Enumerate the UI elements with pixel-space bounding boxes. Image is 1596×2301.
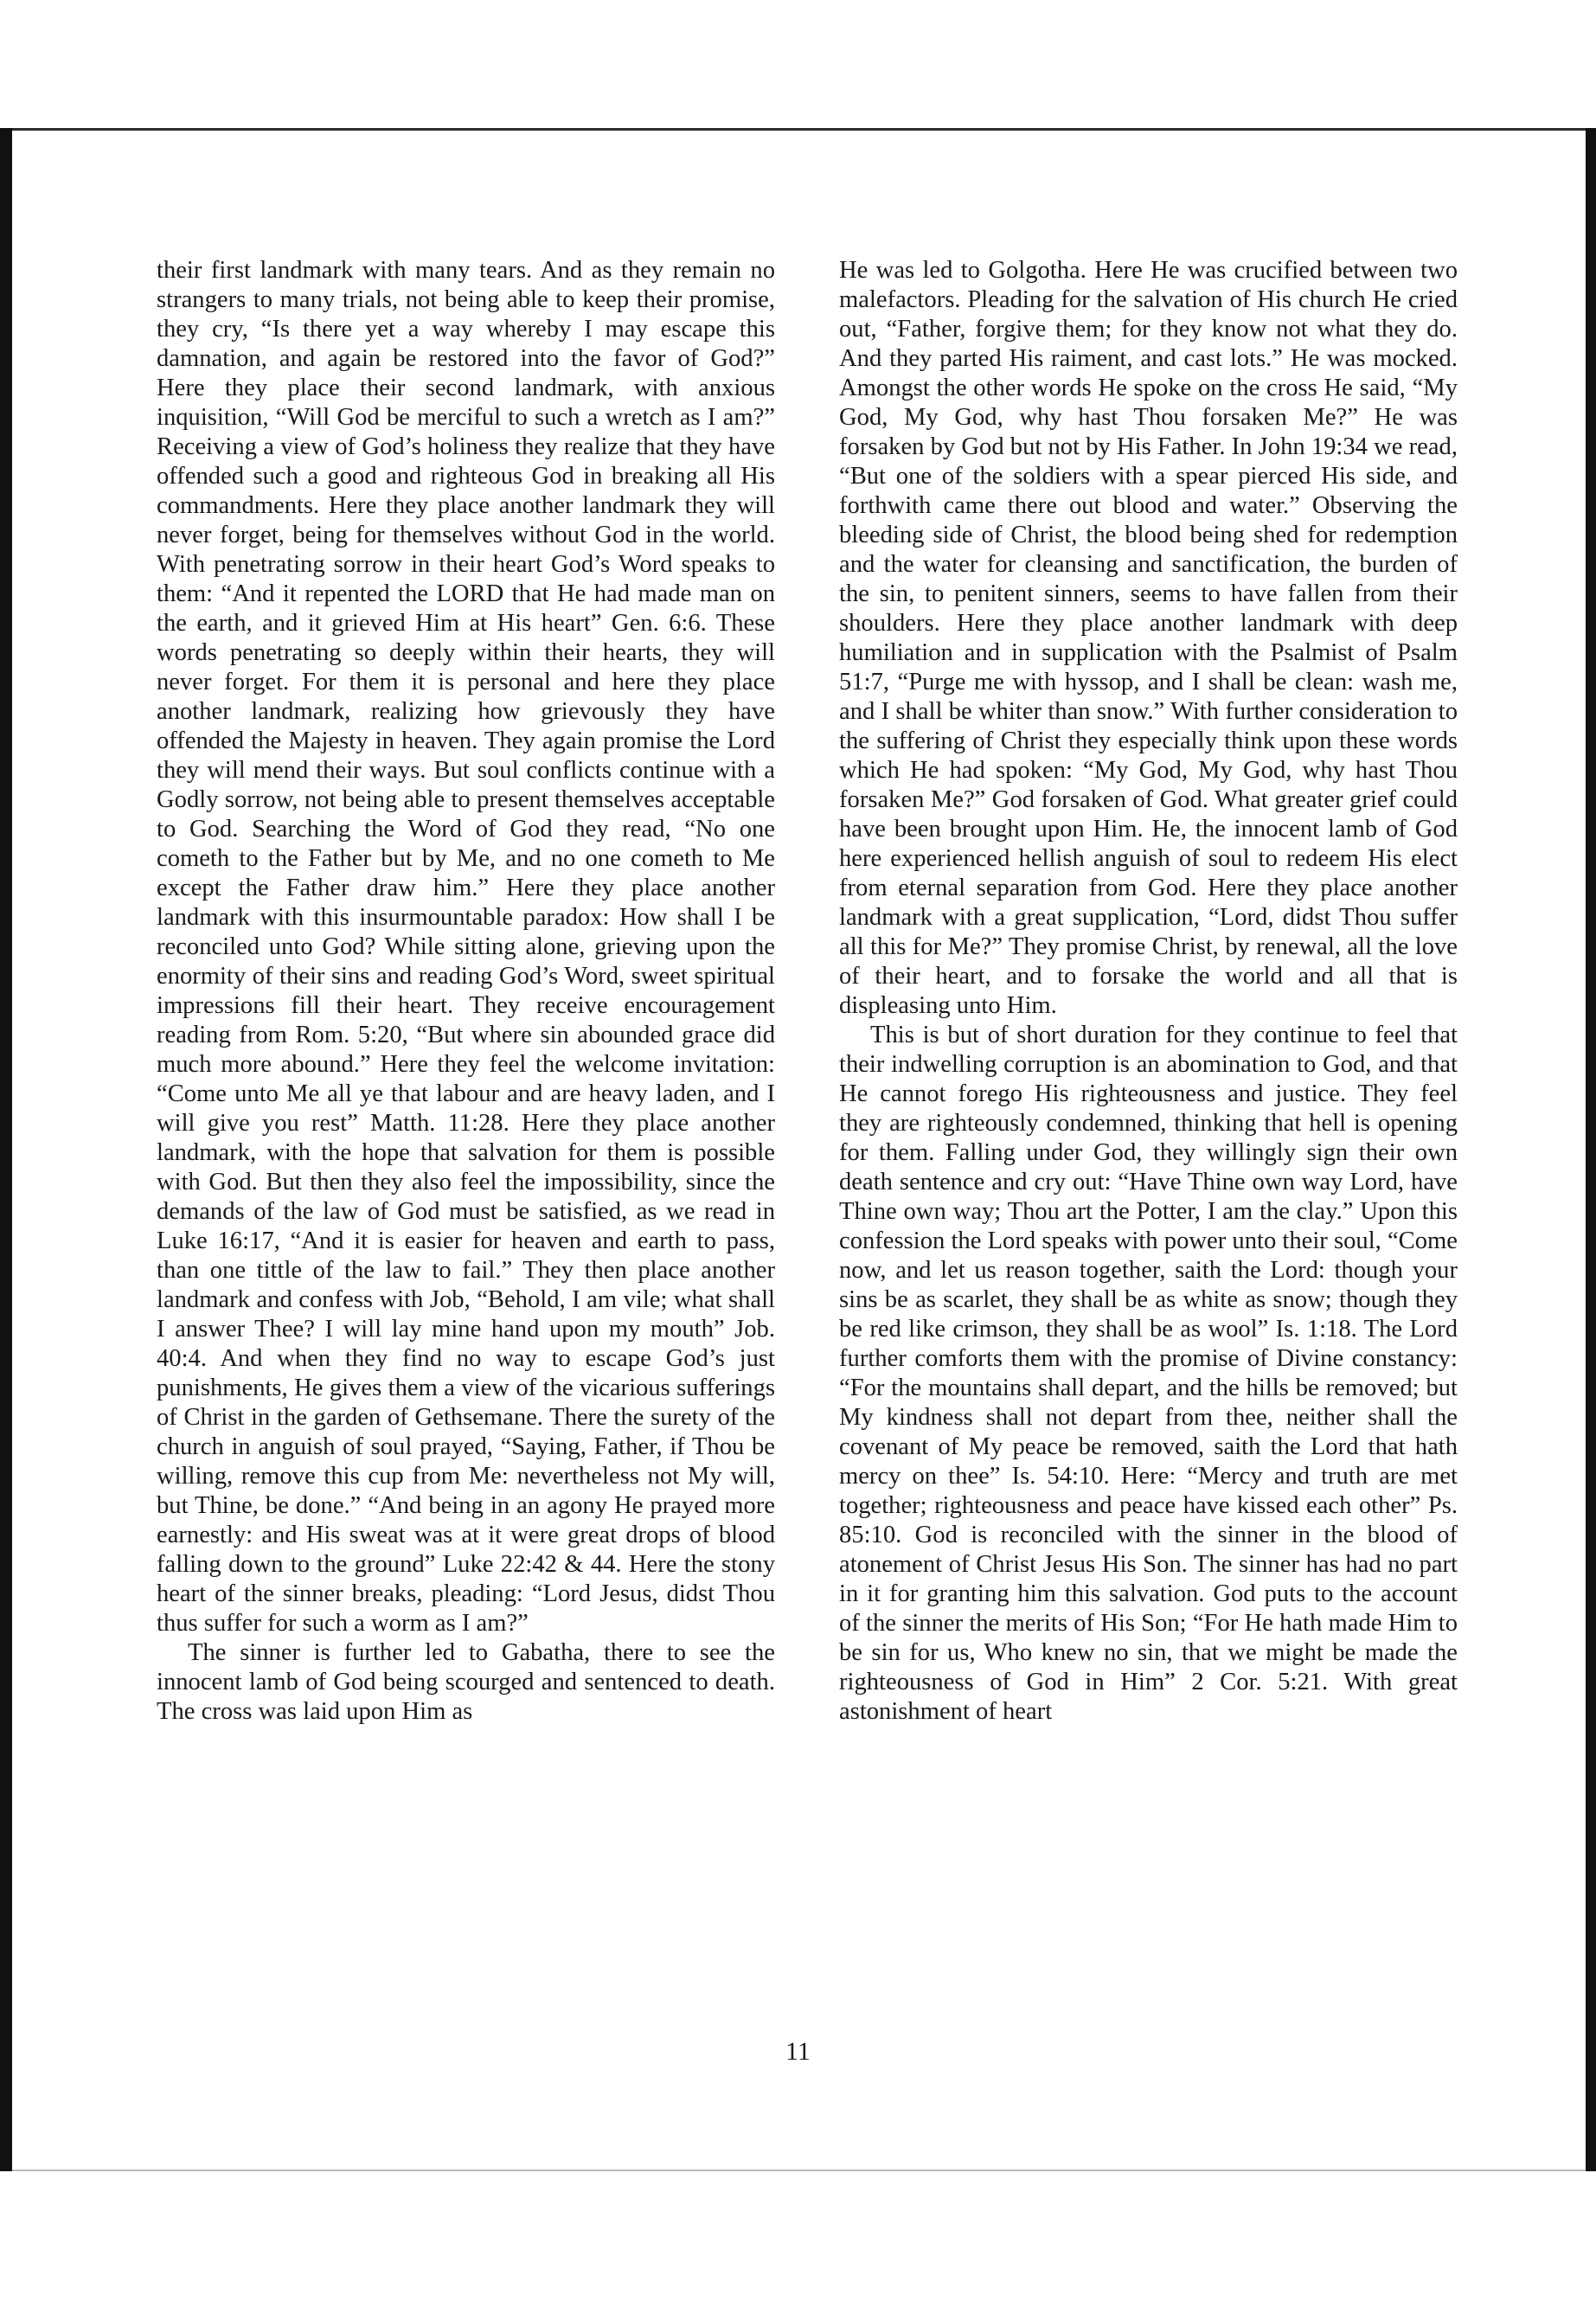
right-paragraph-1: He was led to Golgotha. Here He was crucified between two malefactors. Pleading for the salvation of His church He cried out, “Father, forgive them; for they know not what they do. And they parted His raiment, and cast lots.” He was mocked. Amongst the other words He spoke on the cross He said, “My God, My God, why hast Thou forsaken Me?” He was forsaken by God but not by His Father. In John 19:34 we read, “But one of the soldiers with a spear pierced His side, and forthwith came there out blood and water.” Observing the bleeding side of Christ, the blood being shed for redemption and the water for cleansing and sanctification, the burden of the sin, to penitent sinners, seems to have fallen from their shoulders. Here they place another landmark with deep humiliation and in supplication with the Psalmist of Psalm 51:7, “Purge me with hyssop, and I shall be clean: wash me, and I shall be whiter than snow.” With further consideration to the suffering of Christ they especially think upon these words which He had spoken: “My God, My God, why hast Thou forsaken Me?” God forsaken of God. What greater grief could have been brought upon Him. He, the innocent lamb of God here experienced hellish anguish of soul to redeem His elect from eternal separation from God. Here they place another landmark with a great supplication, “Lord, didst Thou suffer all this for Me?” They promise Christ, by renewal, all the love of their heart, and to forsake the world and all that is displeasing unto Him. (839, 257, 1458, 1019)
left-column (157, 256, 775, 1727)
left-paragraph-2: The sinner is further led to Gabatha, there to see the innocent lamb of God being scourged and sentenced to death. The cross was laid upon Him as (157, 1639, 775, 1725)
scan-bottom-margin (0, 2171, 1596, 2301)
right-paragraph-2: This is but of short duration for they continue to feel that their indwelling corruption is an abomination to God, and that He cannot forego His righteousness and justice. They feel they are righteously condemned, thinking that hell is opening for them. Falling under God, they willingly sign their own death sentence and cry out: “Have Thine own way Lord, have Thine own way; Thou art the Potter, I am the clay.” Upon this confession the Lord speaks with power unto their soul, “Come now, and let us reason together, saith the Lord: though your sins be as scarlet, they shall be as white as snow; though they be red like crimson, they shall be as wool” Is. 1:18. The Lord further comforts them with the promise of Divine constancy: “For the mountains shall depart, and the hills be removed; but My kindness shall not depart from thee, neither shall the covenant of My peace be removed, saith the Lord that hath mercy on thee” Is. 54:10. Here: “Mercy and truth are met together; righteousness and peace have kissed each other” Ps. 85:10. God is reconciled with the sinner in the blood of atonement of Christ Jesus His Son. The sinner has had no part in it for granting him this salvation. God puts to the account of the sinner the merits of His Son; “For He hath made Him to be sin for us, Who knew no sin, that we might be made the righteousness of God in Him” 2 Cor. 5:21. With great astonishment of heart (839, 1022, 1458, 1725)
page-number: 11 (785, 2037, 811, 2066)
scan-edge-right (1586, 128, 1596, 2171)
scan-top-margin (0, 0, 1596, 128)
left-paragraph-1: their first landmark with many tears. And as they remain no strangers to many trials, not being able to keep their promise, they cry, “Is there yet a way whereby I may escape this damnation, and again be restored into the favor of God?” Here they place their second landmark, with anxious inquisition, “Will God be merciful to such a wretch as I am?” Receiving a view of God’s holiness they realize that they have offended such a good and righteous God in breaking all His commandments. Here they place another landmark they will never forget, being for themselves without God in the world. With penetrating sorrow in their heart God’s Word speaks to them: “And it repented the LORD that He had made man on the earth, and it grieved Him at His heart” Gen. 6:6. These words penetrating so deeply within their hearts, they will never forget. For them it is personal and here they place another landmark, realizing how grievously they have offended the Majesty in heaven. They again promise the Lord they will mend their ways. But soul conflicts continue with a Godly sorrow, not being able to present themselves acceptable to God. Searching the Word of God they read, “No one cometh to the Father but by Me, and no one cometh to Me except the Father draw him.” Here they place another landmark with this insurmountable paradox: How shall I be reconciled unto God? While sitting alone, grieving upon the enormity of their sins and reading God’s Word, sweet spiritual impressions fill their heart. They receive encouragement reading from Rom. 5:20, “But where sin abounded grace did much more abound.” Here they feel the welcome invitation: “Come unto Me all ye that labour and are heavy laden, and I will give you rest” Matth. 11:28. Here they place another landmark, with the hope that salvation for them is possible with God. But then they also feel the impossibility, since the demands of the law of God must be satisfied, as we read in Luke 16:17, “And it is easier for heaven and earth to pass, than one tittle of the law to fail.” They then place another landmark and confess with Job, “Behold, I am vile; what shall I answer Thee? I will lay mine hand upon my mouth” Job. 40:4. And when they find no way to escape God’s just punishments, He gives them a view of the vicarious sufferings of Christ in the garden of Gethsemane. There the surety of the church in anguish of soul prayed, “Saying, Father, if Thou be willing, remove this cup from Me: nevertheless not My will, but Thine, be done.” “And being in an agony He prayed more earnestly: and His sweat was at it were great drops of blood falling down to the ground” Luke 22:42 & 44. Here the stony heart of the sinner breaks, pleading: “Lord Jesus, didst Thou thus suffer for such a worm as I am?” (157, 257, 775, 1637)
scan-edge-left (0, 128, 12, 2171)
right-column (839, 256, 1458, 1727)
